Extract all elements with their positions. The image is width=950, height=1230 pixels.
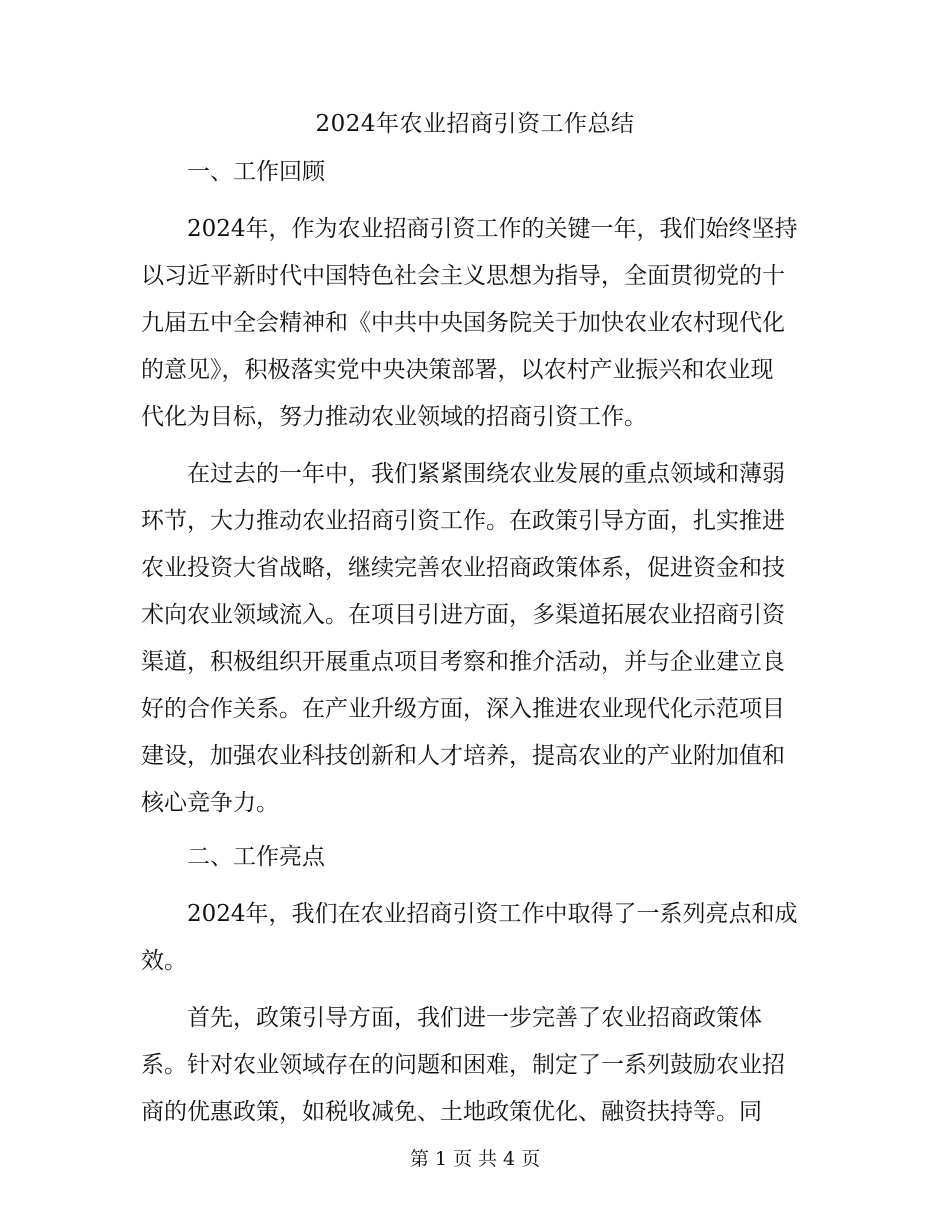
page-number-footer: 第 1 页 共 4 页 (409, 1148, 541, 1170)
paragraph-line: 环节，大力推动农业招商引资工作。在政策引导方面，扎实推进 (141, 508, 785, 534)
paragraph-line: 以习近平新时代中国特色社会主义思想为指导，全面贯彻党的十 (141, 263, 785, 289)
paragraph-line: 九届五中全会精神和《中共中央国务院关于加快农业农村现代化 (141, 310, 785, 336)
paragraph-line: 效。 (141, 948, 187, 974)
section-heading-highlights: 二、工作亮点 (187, 844, 325, 870)
paragraph-2 (141, 451, 811, 827)
paragraph-line: 在过去的一年中，我们紧紧围绕农业发展的重点领域和薄弱 (187, 461, 785, 487)
paragraph-line: 商的优惠政策，如税收减免、土地政策优化、融资扶持等。同 (141, 1099, 762, 1125)
paragraph-line: 首先，政策引导方面，我们进一步完善了农业招商政策体 (187, 1005, 762, 1031)
paragraph-line: 的意见》，积极落实党中央决策部署，以农村产业振兴和农业现 (141, 357, 774, 383)
paragraph-4 (141, 995, 811, 1136)
paragraph-line: 代化为目标，努力推动农业领域的招商引资工作。 (141, 404, 647, 430)
paragraph-line: 渠道，积极组织开展重点项目考察和推介活动，并与企业建立良 (141, 649, 785, 675)
paragraph-3 (141, 891, 811, 985)
paragraph-line: 建设，加强农业科技创新和人才培养，提高农业的产业附加值和 (141, 743, 785, 769)
paragraph-line: 好的合作关系。在产业升级方面，深入推进农业现代化示范项目 (141, 696, 785, 722)
paragraph-line: 系。针对农业领域存在的问题和困难，制定了一系列鼓励农业招 (141, 1052, 785, 1078)
document-title: 2024年农业招商引资工作总结 (315, 111, 635, 137)
paragraph-line: 农业投资大省战略，继续完善农业招商政策体系，促进资金和技 (141, 555, 785, 581)
paragraph-1 (141, 206, 811, 441)
section-heading-review: 一、工作回顾 (187, 159, 325, 185)
paragraph-line: 2024年，我们在农业招商引资工作中取得了一系列亮点和成 (187, 901, 798, 927)
document-body (141, 152, 811, 1146)
paragraph-line: 术向农业领域流入。在项目引进方面，多渠道拓展农业招商引资 (141, 602, 785, 628)
paragraph-line: 核心竞争力。 (141, 790, 279, 816)
paragraph-line: 2024年，作为农业招商引资工作的关键一年，我们始终坚持 (187, 216, 798, 242)
